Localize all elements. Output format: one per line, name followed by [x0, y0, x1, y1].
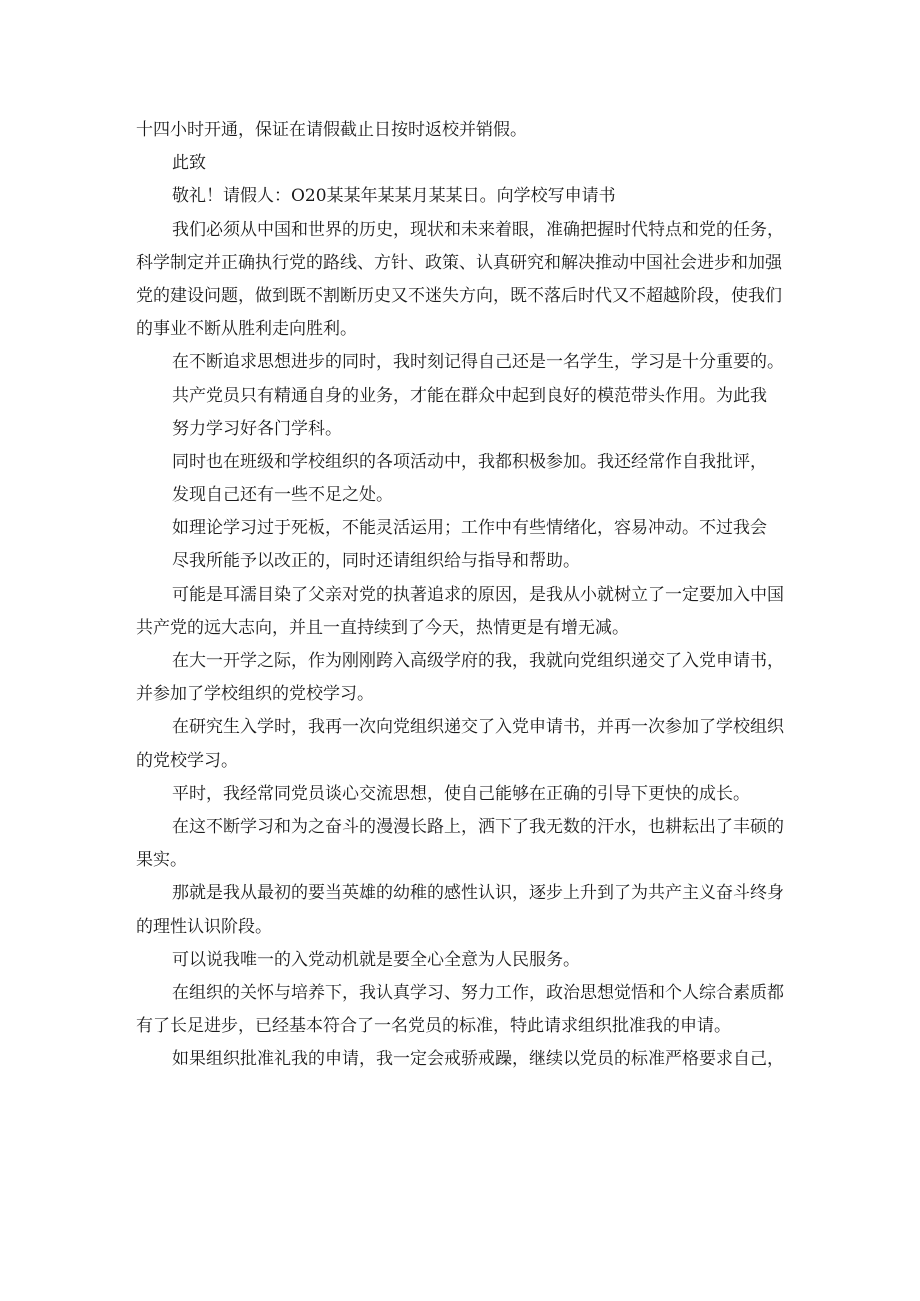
text-line: 共产党员只有精通自身的业务，才能在群众中起到良好的模范带头作用。为此我 — [172, 385, 767, 406]
text-line: 在研究生入学时，我再一次向党组织递交了入党申请书，并再一次参加了学校组织 — [172, 717, 784, 738]
text-line: 的事业不断从胜利走向胜利。 — [136, 319, 357, 340]
text-line: 果实。 — [136, 850, 187, 871]
text-line: 同时也在班级和学校组织的各项活动中，我都积极参加。我还经常作自我批评， — [172, 451, 767, 472]
text-line: 我们必须从中国和世界的历史，现状和未来着眼，准确把握时代特点和党的任务， — [172, 219, 784, 240]
text-line: 平时，我经常同党员谈心交流思想，使自己能够在正确的引导下更快的成长。 — [172, 783, 750, 804]
text-line: 发现自己还有一些不足之处。 — [172, 485, 393, 506]
text-line: 如果组织批准礼我的申请，我一定会戒骄戒躁，继续以党员的标准严格要求自己， — [172, 1049, 784, 1070]
text-line: 在不断追求思想进步的同时，我时刻记得自己还是一名学生，学习是十分重要的。 — [172, 352, 784, 373]
document-body — [136, 114, 796, 1076]
text-line: 的理性认识阶段。 — [136, 916, 272, 937]
text-line: 科学制定并正确执行党的路线、方针、政策、认真研究和解决推动中国社会进步和加强 — [136, 252, 782, 273]
text-line: 的党校学习。 — [136, 750, 238, 771]
text-line: 那就是我从最初的要当英雄的幼稚的感性认识，逐步上升到了为共产主义奋斗终身 — [172, 883, 784, 904]
text-line: 可以说我唯一的入党动机就是要全心全意为人民服务。 — [172, 949, 580, 970]
text-line: 努力学习好各门学科。 — [172, 418, 342, 439]
text-line: 共产党的远大志向，并且一直持续到了今天，热情更是有增无减。 — [136, 617, 629, 638]
text-line: 在这不断学习和为之奋斗的漫漫长路上，洒下了我无数的汗水，也耕耘出了丰硕的 — [172, 816, 784, 837]
text-line: 尽我所能予以改正的，同时还请组织给与指导和帮助。 — [172, 551, 580, 572]
text-line: 有了长足进步，已经基本符合了一名党员的标准，特此请求组织批准我的申请。 — [136, 1016, 731, 1037]
text-line: 如理论学习过于死板，不能灵活运用；工作中有些情绪化，容易冲动。不过我会 — [172, 518, 767, 539]
text-line: 在大一开学之际，作为刚刚跨入高级学府的我，我就向党组织递交了入党申请书， — [172, 651, 784, 671]
text-line: 并参加了学校组织的党校学习。 — [136, 684, 374, 705]
text-line: 党的建设问题，做到既不割断历史又不迷失方向，既不落后时代又不超越阶段，使我们 — [136, 285, 782, 306]
text-line: 十四小时开通，保证在请假截止日按时返校并销假。 — [136, 120, 527, 140]
text-line: 在组织的关怀与培养下，我认真学习、努力工作，政治思想觉悟和个人综合素质都 — [172, 982, 784, 1003]
text-line: 敬礼！请假人：O20某某年某某月某某日。向学校写申请书 — [172, 186, 616, 207]
text-line: 此致 — [172, 153, 206, 174]
text-line: 可能是耳濡目染了父亲对党的执著追求的原因，是我从小就树立了一定要加入中国 — [172, 584, 784, 605]
